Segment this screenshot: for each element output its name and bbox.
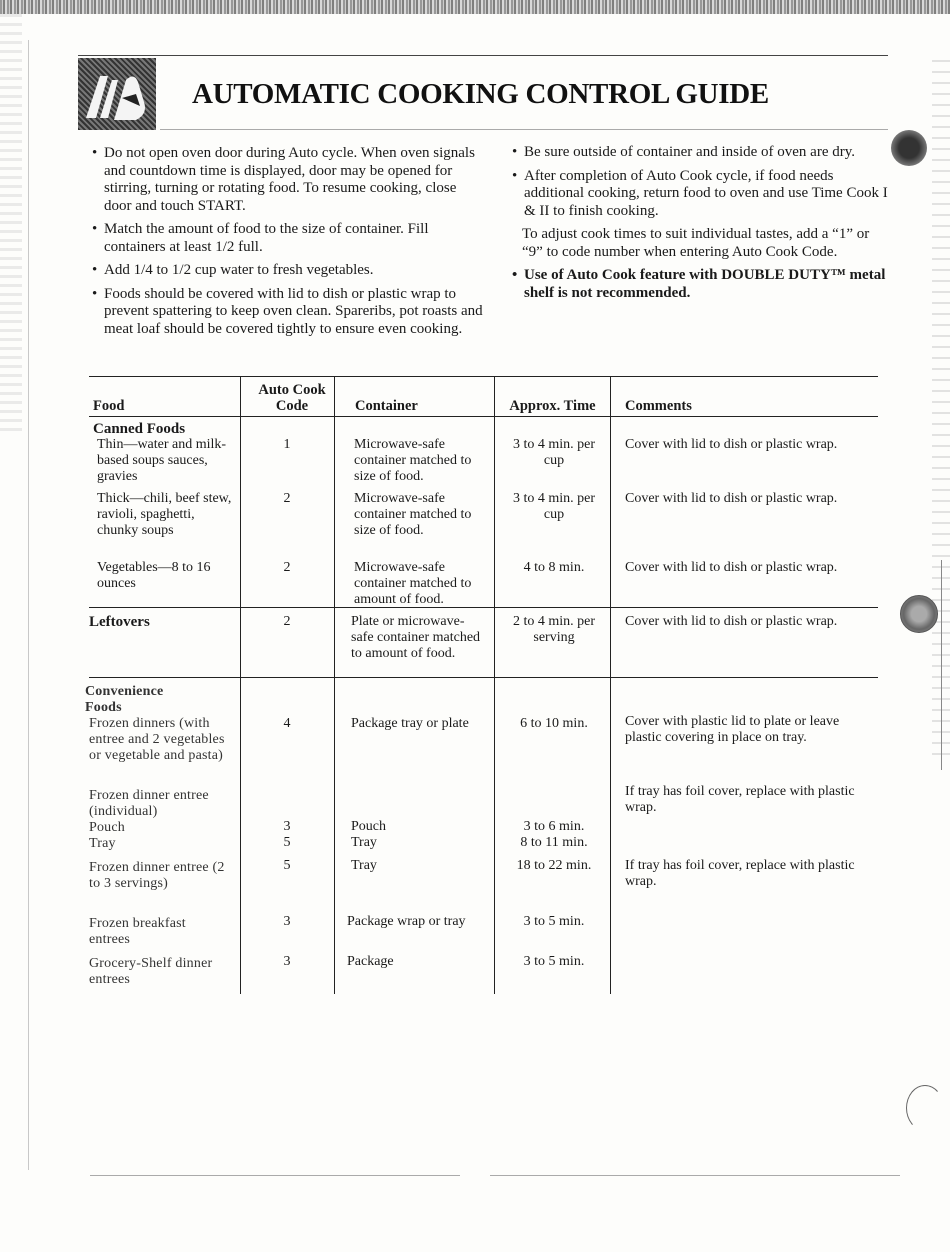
row-food: Frozen dinners (with entree and 2 vegetables or vegetable and pasta)	[89, 716, 225, 763]
group-leftovers: Leftovers	[89, 614, 150, 630]
table-rule	[494, 376, 495, 994]
row-food: Pouch	[89, 820, 125, 835]
row-container: Tray	[351, 858, 377, 873]
table-rule	[334, 376, 335, 994]
page-edge-line	[941, 560, 942, 770]
row-comments: Cover with lid to dish or plastic wrap.	[625, 491, 838, 506]
row-comments: Cover with lid to dish or plastic wrap.	[625, 614, 838, 629]
table-rule	[240, 376, 241, 994]
row-code: 3	[283, 914, 291, 929]
row-comments: Cover with plastic lid to plate or leave plastic covering in place on tray.	[625, 714, 840, 745]
row-food: Frozen dinner entree (2 to 3 servings)	[89, 860, 225, 891]
instruction-bullet: • Foods should be covered with lid to dish or plastic wrap to prevent spattering to keep oven clean. Spareribs, pot roasts and meat loaf should be covered tightly to ensure even cooking.	[92, 286, 487, 339]
row-container: Tray	[351, 835, 377, 850]
header-rule	[78, 55, 888, 56]
chef-hand-icon	[78, 58, 156, 130]
row-code: 5	[283, 835, 291, 850]
adjust-note: To adjust cook times to suit individual tastes, add a “1” or “9” to code number when entering Auto Cook Code.	[522, 226, 870, 260]
row-food: Frozen breakfast entrees	[89, 916, 186, 947]
header-comments: Comments	[625, 398, 692, 414]
row-code: 2	[283, 560, 291, 575]
row-time: 2 to 4 min. per serving	[512, 614, 596, 645]
intro-left-column	[92, 145, 487, 344]
row-code: 3	[283, 819, 291, 834]
instruction-bullet: • Add 1/4 to 1/2 cup water to fresh vegetables.	[92, 262, 487, 280]
row-food: Frozen dinner entree (individual)	[89, 788, 209, 819]
header-code: Auto Cook Code	[258, 382, 326, 414]
row-code: 2	[283, 614, 291, 629]
instruction-bullet: • Be sure outside of container and inside of oven are dry.	[512, 144, 892, 162]
auto-cook-table	[85, 376, 878, 994]
row-code: 5	[283, 858, 291, 873]
row-comments: Cover with lid to dish or plastic wrap.	[625, 560, 838, 575]
row-time: 3 to 6 min.	[523, 819, 585, 834]
header-food: Food	[93, 398, 125, 414]
row-container: Microwave-safe container matched to amount of food.	[354, 560, 472, 607]
scan-artifact-top	[0, 0, 950, 14]
row-container: Plate or microwave-safe container matched to amount of food.	[351, 614, 481, 661]
page-edge-line	[28, 40, 29, 1170]
row-container: Microwave-safe container matched to size of food.	[354, 491, 472, 538]
row-code: 1	[283, 437, 291, 452]
row-code: 4	[283, 716, 291, 731]
row-container: Microwave-safe container matched to size of food.	[354, 437, 472, 484]
group-convenience-foods: Convenience Foods	[85, 684, 164, 715]
row-time: 3 to 4 min. per cup	[512, 437, 596, 468]
row-time: 3 to 5 min.	[523, 954, 585, 969]
row-food: Thin—water and milk-based soups sauces, gravies	[97, 437, 227, 484]
row-container: Package wrap or tray	[347, 914, 466, 929]
instruction-bullet: • Do not open oven door during Auto cycle. When oven signals and countdown time is displayed, door may be opened for stirring, turning or rotating food. To resume cooking, close door and touch START.	[92, 145, 487, 215]
row-comments: If tray has foil cover, replace with plastic wrap.	[625, 858, 855, 889]
header-time: Approx. Time	[509, 398, 596, 414]
footer-rule	[490, 1175, 900, 1176]
binder-hole	[900, 595, 938, 633]
instruction-bullet: • After completion of Auto Cook cycle, if food needs additional cooking, return food to oven and use Time Cook I & II to finish cooking.	[512, 168, 892, 221]
row-time: 18 to 22 min.	[516, 858, 592, 873]
footer-rule	[90, 1175, 460, 1176]
table-rule	[610, 376, 611, 994]
warning-note: • Use of Auto Cook feature with DOUBLE DUTY™ metal shelf is not recommended.	[512, 267, 892, 302]
page-title: AUTOMATIC COOKING CONTROL GUIDE	[192, 78, 769, 110]
row-code: 3	[283, 954, 291, 969]
scan-artifact-left	[0, 14, 22, 434]
instruction-bullet: • Match the amount of food to the size of container. Fill containers at least 1/2 full.	[92, 221, 487, 256]
row-time: 3 to 5 min.	[523, 914, 585, 929]
table-rule	[89, 416, 878, 417]
row-food: Vegetables—8 to 16 ounces	[97, 560, 211, 591]
row-time: 8 to 11 min.	[520, 835, 588, 850]
row-comments: Cover with lid to dish or plastic wrap.	[625, 437, 838, 452]
table-rule	[89, 376, 878, 377]
row-container: Package tray or plate	[351, 716, 469, 731]
table-rule	[89, 677, 878, 678]
binder-hole	[891, 130, 927, 166]
row-container: Package	[347, 954, 394, 969]
row-code: 2	[283, 491, 291, 506]
row-time: 3 to 4 min. per cup	[512, 491, 596, 522]
title-rule	[160, 129, 888, 130]
row-comments: If tray has foil cover, replace with plastic wrap.	[625, 784, 855, 815]
row-food: Tray	[89, 836, 116, 851]
row-container: Pouch	[351, 819, 386, 834]
row-food: Grocery-Shelf dinner entrees	[89, 956, 213, 987]
header-container: Container	[355, 398, 418, 414]
row-time: 4 to 8 min.	[523, 560, 585, 575]
binder-hole	[906, 1085, 944, 1131]
row-time: 6 to 10 min.	[520, 716, 588, 731]
row-food: Thick—chili, beef stew, ravioli, spaghetti, chunky soups	[97, 491, 232, 538]
group-canned-foods: Canned Foods	[93, 421, 186, 437]
intro-right-column	[512, 144, 892, 308]
